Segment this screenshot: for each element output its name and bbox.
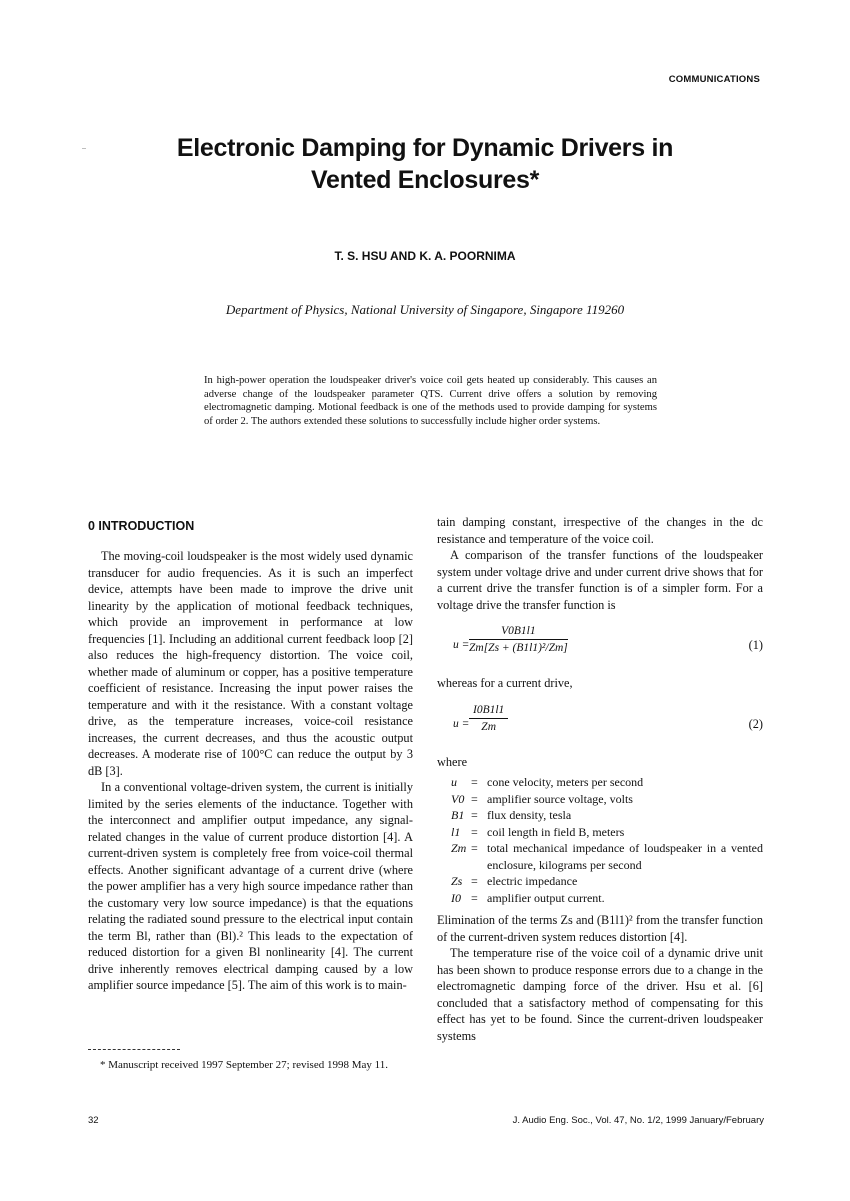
definition-equals: = [471,841,478,855]
definition-equals: = [471,791,478,806]
definition-symbol: B1 [451,808,465,822]
equation-denominator: Zm[Zs + (B1l1)²/Zm] [469,642,568,654]
intro-paragraph-6: Elimination of the terms Zs and (B1l1)² from the transfer function of the current-driven system reduces distortion [4]. [437,913,763,944]
definition-equals: = [471,874,478,888]
where-label: where [437,754,468,769]
equation-fraction [469,623,568,656]
equation-lhs: u = [453,639,470,651]
intro-paragraph-5: whereas for a current drive, [437,676,573,690]
equation-denominator: Zm [481,720,496,733]
intro-paragraph-2: In a conventional voltage-driven system, the current is initially limited by the series elements of the inductance. Together with the interconnect and amplifier output impedance, any signal-related changes in the value of current produce distortion [4]. A current-driven system is completely free from voice-coil thermal effects. Another significant advantage of a current drive (where the power amplifier has a very high source impedance rather than the customary very low source impedance) is that the equations relating the radiated sound pressure to the electrical input contain the term Bl, rather than (Bl).² This leads to the expectation of reduced distortion for a given Bl nonlinearity [4]. The current drive inherently removes electrical damping caused by a low amplifier source impedance [5]. The aim of this work is to main- [88,780,413,992]
definition-row [451,774,763,791]
equation-fraction [469,702,508,735]
page-number: 32 [88,1115,99,1126]
definition-row [451,873,763,890]
definition-text: cone velocity, meters per second [487,775,644,789]
definition-symbol: I0 [451,890,461,905]
section-label: COMMUNICATIONS [668,74,760,85]
journal-citation: J. Audio Eng. Soc., Vol. 47, No. 1/2, 1999 January/February [512,1115,764,1126]
intro-paragraph-4: A comparison of the transfer functions of the loudspeaker system under voltage drive and under current drive shows that for a current drive the transfer function is of a simpler form. For a voltage drive the transfer function is [437,548,763,612]
authors: T. S. HSU AND K. A. POORNIMA [334,249,516,263]
paper-title [0,132,850,196]
definition-symbol: V0 [451,791,465,806]
definition-equals: = [471,808,478,822]
definition-symbol: Zs [451,874,463,888]
equation-number: (1) [748,638,763,652]
affiliation: Department of Physics, National University of Singapore, Singapore 119260 [225,302,625,317]
definition-row [451,791,763,808]
symbol-definitions [451,774,763,906]
title-line-2: Vented Enclosures* [310,166,540,194]
equation-lhs: u = [453,717,470,730]
definition-text: coil length in field B, meters [487,824,625,839]
title-line-1: Electronic Damping for Dynamic Drivers in [176,134,674,162]
equation-number: (2) [748,716,763,731]
footnote-rule [88,1049,180,1050]
definition-symbol: u [451,775,457,789]
definition-symbol: l1 [451,824,461,839]
equation-2 [437,702,763,746]
margin-mark: .. [82,142,86,151]
section-heading: 0 INTRODUCTION [88,519,195,533]
definition-row [451,840,763,873]
footnote: * Manuscript received 1997 September 27; revised 1998 May 11. [100,1059,388,1071]
intro-paragraph-7: The temperature rise of the voice coil of a dynamic drive unit has been shown to produce response errors due to a change in the electromagnetic damping force of the driver. Hsu et al. [6] concluded that a satisfactory method of compensating for this effect has yet to be found. Since the current-driven loudspeaker systems [437,946,763,1043]
definition-row [451,824,763,841]
equation-1 [437,623,763,667]
definition-equals: = [471,775,478,789]
equation-numerator: I0B1l1 [469,702,508,719]
definition-symbol: Zm [451,841,467,855]
definition-text: amplifier output current. [487,890,605,905]
equation-numerator: V0B1l1 [469,623,568,640]
left-column [88,548,413,994]
definition-text: electric impedance [487,874,578,888]
intro-paragraph-1: The moving-coil loudspeaker is the most widely used dynamic transducer for audio frequencies. As it is such an imperfect device, attempts have been made to improve the drive unit linearity by the application of motional feedback techniques, which provide an improvement in performance at low frequencies [1]. Including an additional current feedback loop [2] also reduces the high-frequency distortion. The voice coil, whether made of aluminum or copper, has a positive temperature coefficient of resistance. Increasing the input power raises the temperature and with it the resistance. With a constant voltage drive, as the temperature increases, voice-coil resistance increases, the current decreases, and thus the acoustic output decreases. A moderate rise of 100°C can reduce the output by 3 dB [3]. [88,549,413,778]
right-column [437,514,763,1044]
intro-paragraph-3: tain damping constant, irrespective of the changes in the dc resistance and temperature of the voice coil. [437,515,763,546]
definition-equals: = [471,824,478,839]
definition-text: total mechanical impedance of loudspeaker in a vented enclosure, kilograms per second [487,841,763,872]
definition-text: amplifier source voltage, volts [487,791,633,806]
definition-row [451,807,763,824]
definition-equals: = [471,890,478,905]
definition-text: flux density, tesla [487,808,572,822]
abstract: In high-power operation the loudspeaker driver's voice coil gets heated up considerably. This causes an adverse change of the loudspeaker parameter QTS. Current drive offers a solution by removing electromagnetic damping. Motional feedback is one of the methods used to provide damping for systems of order 2. The authors extended these solutions to successfully include higher order systems. [204,375,657,427]
definition-row [451,890,763,907]
